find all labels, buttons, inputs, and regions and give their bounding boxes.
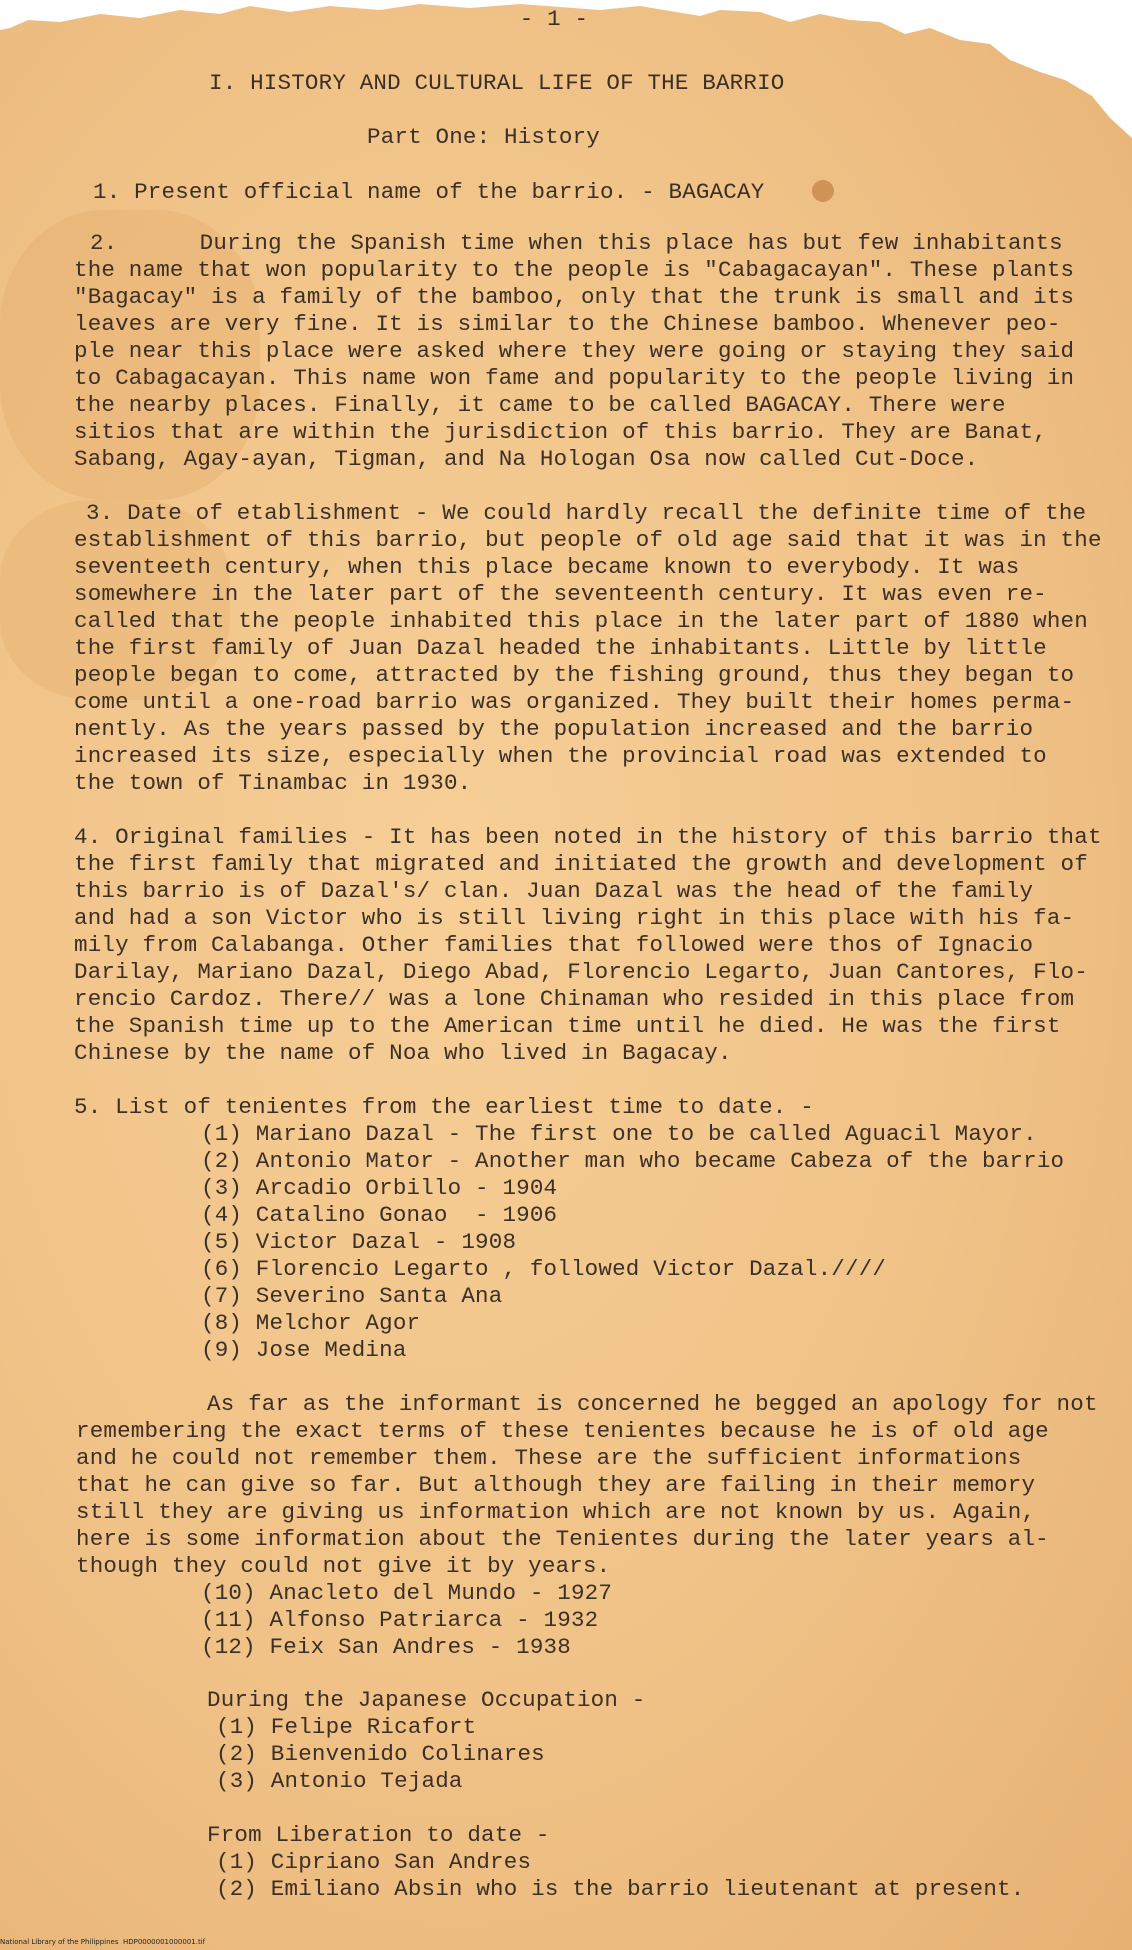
later-teniente-item: (12) Feix San Andres - 1938 [201, 1634, 571, 1660]
paragraph-3-line: increased its size, especially when the provincial road was extended to [74, 743, 1047, 769]
paragraph-4-line: rencio Cardoz. There// was a lone Chinaman who resided in this place from [74, 986, 1075, 1012]
paragraph-2-line: Sabang, Agay-ayan, Tigman, and Na Hologan Osa now called Cut-Doce. [74, 446, 979, 472]
paragraph-2-line: the nearby places. Finally, it came to be called BAGACAY. There were [74, 392, 1006, 418]
teniente-list-item: (1) Mariano Dazal - The first one to be called Aguacil Mayor. [201, 1121, 1037, 1147]
page-number: - 1 - [519, 6, 589, 32]
paragraph-2-line: 2. During the Spanish time when this place has but few inhabitants [90, 230, 1063, 256]
section-title: I. HISTORY AND CULTURAL LIFE OF THE BARRIO [209, 70, 785, 96]
paragraph-4-line: and had a son Victor who is still living right in this place with his fa- [74, 905, 1075, 931]
paragraph-2-line: ple near this place were asked where they were going or staying they said [74, 338, 1075, 364]
paragraph-3-line: called that the people inhabited this place in the later part of 1880 when [74, 608, 1088, 634]
paragraph-2-line: "Bagacay" is a family of the bamboo, only that the trunk is small and its [74, 284, 1075, 310]
paragraph-3-line: people began to come, attracted by the fishing ground, thus they began to [74, 662, 1075, 688]
paragraph-3-line: the town of Tinambac in 1930. [74, 770, 472, 796]
teniente-list-item: (7) Severino Santa Ana [201, 1283, 503, 1309]
teniente-list-item: (6) Florencio Legarto , followed Victor Dazal.//// [201, 1256, 887, 1282]
informant-paragraph-line: remembering the exact terms of these tenientes because he is of old age [76, 1418, 1049, 1444]
informant-paragraph-line: that he can give so far. But although they are failing in their memory [76, 1472, 1036, 1498]
teniente-list-item: (5) Victor Dazal - 1908 [201, 1229, 517, 1255]
paragraph-4-line: the first family that migrated and initiated the growth and development of [74, 851, 1088, 877]
japanese-teniente-item: (3) Antonio Tejada [216, 1768, 463, 1794]
paragraph-2-line: leaves are very fine. It is similar to the Chinese bamboo. Whenever peo- [74, 311, 1061, 337]
paragraph-3-line: the first family of Juan Dazal headed the inhabitants. Little by little [74, 635, 1047, 661]
teniente-list-item: (2) Antonio Mator - Another man who became Cabeza of the barrio [201, 1148, 1065, 1174]
japanese-occupation-heading: During the Japanese Occupation - [207, 1687, 646, 1713]
paragraph-3-line: somewhere in the later part of the seventeenth century. It was even re- [74, 581, 1047, 607]
japanese-teniente-item: (1) Felipe Ricafort [216, 1714, 477, 1740]
paragraph-4-line: the Spanish time up to the American time until he died. He was the first [74, 1013, 1061, 1039]
informant-paragraph-line: though they could not give it by years. [76, 1553, 611, 1579]
ink-stain [812, 180, 834, 202]
teniente-list-item: (3) Arcadio Orbillo - 1904 [201, 1175, 558, 1201]
paragraph-4-line: this barrio is of Dazal's/ clan. Juan Dazal was the head of the family [74, 878, 1034, 904]
archive-footer: National Library of the Philippines HDP0000001000001.tif [0, 1938, 206, 1946]
teniente-list-item: (9) Jose Medina [201, 1337, 407, 1363]
paragraph-2-line: the name that won popularity to the people is "Cabagacayan". These plants [74, 257, 1075, 283]
paragraph-3-line: come until a one-road barrio was organized. They built their homes perma- [74, 689, 1075, 715]
later-teniente-item: (11) Alfonso Patriarca - 1932 [201, 1607, 599, 1633]
teniente-list-item: (4) Catalino Gonao - 1906 [201, 1202, 558, 1228]
teniente-list-item: (8) Melchor Agor [201, 1310, 421, 1336]
japanese-teniente-item: (2) Bienvenido Colinares [216, 1741, 545, 1767]
item-5-heading: 5. List of tenientes from the earliest time to date. - [74, 1094, 814, 1120]
item-1-barrio-name: 1. Present official name of the barrio. - BAGACAY [93, 179, 765, 205]
informant-paragraph-line: here is some information about the Tenientes during the later years al- [76, 1526, 1049, 1552]
liberation-teniente-item: (1) Cipriano San Andres [216, 1849, 532, 1875]
paragraph-3-line: nently. As the years passed by the population increased and the barrio [74, 716, 1034, 742]
later-teniente-item: (10) Anacleto del Mundo - 1927 [201, 1580, 613, 1606]
paragraph-3-line: seventeeth century, when this place became known to everybody. It was [74, 554, 1020, 580]
informant-paragraph-line: and he could not remember them. These are the sufficient informations [76, 1445, 1022, 1471]
paragraph-4-line: Darilay, Mariano Dazal, Diego Abad, Florencio Legarto, Juan Cantores, Flo- [74, 959, 1088, 985]
liberation-teniente-item: (2) Emiliano Absin who is the barrio lieutenant at present. [216, 1876, 1025, 1902]
informant-paragraph-line: still they are giving us information which are not known by us. Again, [76, 1499, 1036, 1525]
paragraph-3-line: establishment of this barrio, but people of old age said that it was in the [74, 527, 1102, 553]
paragraph-2-line: sitios that are within the jurisdiction of this barrio. They are Banat, [74, 419, 1047, 445]
part-title: Part One: History [367, 124, 600, 150]
informant-paragraph-line: As far as the informant is concerned he begged an apology for not [207, 1391, 1098, 1417]
paragraph-4-line: Chinese by the name of Noa who lived in Bagacay. [74, 1040, 732, 1066]
paragraph-2-line: to Cabagacayan. This name won fame and popularity to the people living in [74, 365, 1075, 391]
paragraph-4-line: 4. Original families - It has been noted in the history of this barrio that [74, 824, 1102, 850]
liberation-heading: From Liberation to date - [207, 1822, 550, 1848]
paragraph-4-line: mily from Calabanga. Other families that followed were thos of Ignacio [74, 932, 1034, 958]
paragraph-3-line: 3. Date of etablishment - We could hardly recall the definite time of the [86, 500, 1087, 526]
